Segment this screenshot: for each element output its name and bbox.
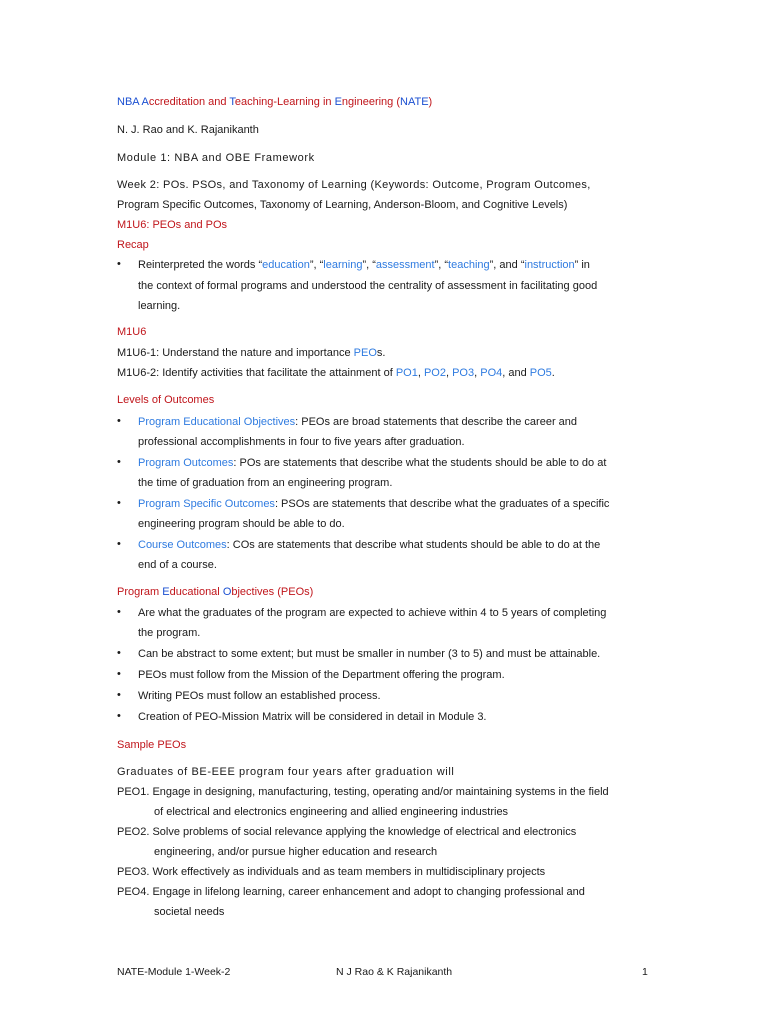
- peo1-line-1: PEO1. Engage in designing, manufacturing, testing, operating and/or maintaining systems in the field: [117, 786, 609, 798]
- peo2-line-1: PEO2. Solve problems of social relevance applying the knowledge of electrical and electronics: [117, 826, 577, 838]
- week-line-2: Program Specific Outcomes, Taxonomy of Learning, Anderson-Bloom, and Cognitive Levels): [117, 199, 568, 211]
- title-and: and: [208, 96, 227, 108]
- bullet: •: [117, 258, 121, 270]
- bullet: •: [117, 689, 121, 701]
- peo1-line-2: of electrical and electronics engineering and allied engineering industries: [154, 806, 509, 818]
- title-teaching: Teaching-Learning: [229, 96, 320, 108]
- levels-item-2-line-2: the time of graduation from an engineering program.: [138, 477, 393, 489]
- word-learning: learning: [323, 259, 363, 271]
- title-in: in: [322, 96, 332, 108]
- peos-item-5: Creation of PEO-Mission Matrix will be considered in detail in Module 3.: [138, 711, 487, 723]
- bullet: •: [117, 538, 121, 550]
- m1u6-heading: M1U6: [117, 326, 147, 338]
- peos-item-2: Can be abstract to some extent; but must be smaller in number (3 to 5) and must be attainable.: [138, 648, 601, 660]
- peos-heading-educational: Educational: [162, 586, 220, 598]
- bullet: •: [117, 456, 121, 468]
- recap-heading: Recap: [117, 239, 149, 251]
- footer-center: N J Rao & K Rajanikanth: [336, 966, 453, 978]
- module-title: Module 1: NBA and OBE Framework: [117, 152, 315, 164]
- title-engineering: Engineering: [334, 96, 394, 108]
- bullet: •: [117, 497, 121, 509]
- levels-item-2-line-1: Program Outcomes: POs are statements that describe what the students should be able to do at: [138, 457, 607, 469]
- recap-line-2: the context of formal programs and understood the centrality of assessment in facilitating good: [138, 280, 598, 292]
- peos-item-1-line-2: the program.: [138, 627, 201, 639]
- unit-heading: M1U6: PEOs and POs: [117, 219, 228, 231]
- sample-intro: Graduates of BE-EEE program four years after graduation will: [117, 766, 455, 778]
- word-education: education: [262, 259, 310, 271]
- title-accreditation-initial: Accreditation: [141, 96, 206, 108]
- levels-item-3-line-2: engineering program should be able to do.: [138, 518, 345, 530]
- bullet: •: [117, 710, 121, 722]
- peos-heading-objectives: Objectives: [222, 586, 275, 598]
- peos-item-4: Writing PEOs must follow an established process.: [138, 690, 381, 702]
- bullet: •: [117, 415, 121, 427]
- title-nate: (NATE): [396, 96, 433, 108]
- document-title: [117, 95, 432, 109]
- bullet: •: [117, 668, 121, 680]
- m1u6-objective-2: M1U6-2: Identify activities that facilitate the attainment of PO1, PO2, PO3, PO4, and PO5.: [117, 367, 555, 379]
- levels-item-4-line-2: end of a course.: [138, 559, 217, 571]
- levels-heading: Levels of Outcomes: [117, 394, 215, 406]
- bullet: •: [117, 647, 121, 659]
- levels-item-4-line-1: Course Outcomes: COs are statements that describe what students should be able to do at the: [138, 539, 601, 551]
- title-nba: NBA: [117, 96, 140, 108]
- word-assessment: assessment: [375, 259, 435, 271]
- bullet: •: [117, 606, 121, 618]
- footer-left: NATE-Module 1-Week-2: [117, 966, 231, 978]
- levels-item-1-line-1: Program Educational Objectives: PEOs are broad statements that describe the career and: [138, 416, 578, 428]
- recap-line-3: learning.: [138, 300, 181, 312]
- peos-heading: Program Educational Objectives (PEOs): [117, 586, 314, 598]
- recap-line-1: Reinterpreted the words “education”, “learning”, “assessment”, “teaching”, and “instruction” in: [138, 259, 590, 271]
- peos-item-1-line-1: Are what the graduates of the program are expected to achieve within 4 to 5 years of completing: [138, 607, 607, 619]
- peos-item-3: PEOs must follow from the Mission of the Department offering the program.: [138, 669, 505, 681]
- levels-item-3-line-1: Program Specific Outcomes: PSOs are statements that describe what the graduates of a specific: [138, 498, 610, 510]
- week-line-1: Week 2: POs. PSOs, and Taxonomy of Learning (Keywords: Outcome, Program Outcomes,: [117, 179, 591, 191]
- m1u6-objective-1: M1U6-1: Understand the nature and importance PEOs.: [117, 347, 386, 359]
- peo3-line-1: PEO3. Work effectively as individuals and as team members in multidisciplinary projects: [117, 866, 546, 878]
- word-instruction: instruction: [524, 259, 575, 271]
- levels-item-1-line-2: professional accomplishments in four to five years after graduation.: [138, 436, 465, 448]
- word-teaching: teaching: [448, 259, 490, 271]
- peo2-line-2: engineering, and/or pursue higher education and research: [154, 846, 438, 858]
- peo4-line-2: societal needs: [154, 906, 225, 918]
- peo4-line-1: PEO4. Engage in lifelong learning, career enhancement and adopt to changing professional and: [117, 886, 585, 898]
- sample-heading: Sample PEOs: [117, 739, 187, 751]
- page-number: 1: [642, 966, 648, 978]
- authors: N. J. Rao and K. Rajanikanth: [117, 124, 259, 136]
